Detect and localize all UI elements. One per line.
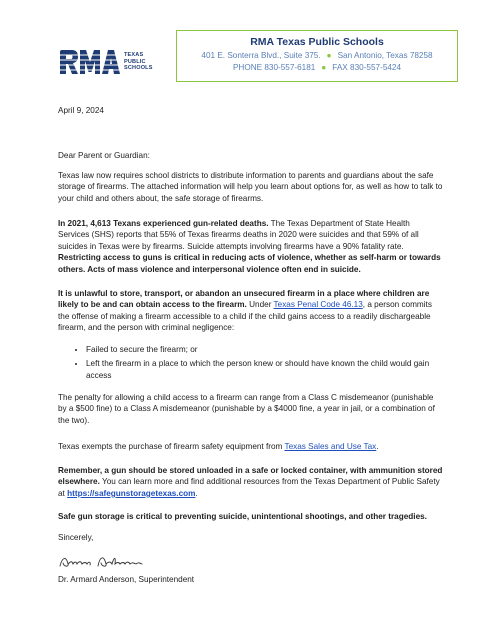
street-address: 401 E. Sonterra Blvd., Suite 375. — [201, 51, 321, 60]
list-item: • Left the firearm in a place to which the person knew or should have known the child would gain access — [86, 358, 442, 381]
closing: Sincerely, — [58, 533, 94, 542]
law-post: , a person commits the offense of making a firearm accessible to a child if the child gains access to a readily dischargeable firearm, and the person with criminal negligence: — [58, 300, 432, 333]
logo-line-2: PUBLIC — [124, 58, 146, 65]
paragraph-law — [58, 288, 443, 334]
logo-line-1: TEXAS — [124, 52, 144, 58]
separator-dot-icon: ● — [326, 51, 332, 60]
paragraph-penalty: The penalty for allowing a child access to a firearm can range from a Class C misdemeanor (punishable by a $500 fine) to a Class A misdemeanor (punishable by a $4000 fine, a year in jail, or a combination of the two). — [58, 393, 435, 425]
district-logo — [58, 48, 158, 78]
sales-tax-link[interactable]: Texas Sales and Use Tax — [284, 442, 377, 451]
phone-number: PHONE 830-557-6181 — [232, 63, 316, 72]
signer-name: Dr. Armard Anderson, Superintendent — [58, 575, 195, 584]
city-address: San Antonio, Texas 78258 — [337, 51, 433, 60]
logo-wordmark — [124, 52, 153, 72]
letterhead-box — [176, 30, 458, 82]
statistics-emphasis: Restricting access to guns is critical in reducing acts of violence, whether as self-harm or towards others. Acts of mass violence and interpersonal violence often end in suicide. — [58, 253, 441, 274]
storage-text: You can learn more and find additional resources from the Texas Department of Public Safety at — [58, 477, 440, 498]
negligence-list — [72, 344, 442, 384]
handwritten-signature — [58, 552, 148, 570]
paragraph-conclusion — [58, 511, 443, 522]
safe-storage-link[interactable] — [67, 488, 198, 498]
conclusion-text: Safe gun storage is critical to preventing suicide, unintentional shootings, and other tragedies. — [58, 512, 427, 521]
list-item: • Failed to secure the firearm; or — [86, 344, 442, 355]
safe-storage-link-text: https://safegunstoragetexas.com — [67, 488, 196, 498]
letter-date: April 9, 2024 — [58, 106, 104, 115]
paragraph-intro: Texas law now requires school districts to distribute information to parents and guardians about the safe storage of firearms. The attached information will help you learn about options for, as well as how to talk to your child and others about, the safe storage of firearms. — [58, 171, 443, 203]
org-name: RMA Texas Public Schools — [250, 36, 384, 48]
contact-line — [177, 63, 457, 72]
tax-post: . — [376, 442, 379, 451]
fax-number: FAX 830-557-5424 — [332, 63, 402, 72]
law-pre: Under — [246, 300, 274, 310]
paragraph-statistics — [58, 218, 443, 275]
separator-dot-icon: ● — [321, 63, 327, 72]
statistics-text: The Texas Department of State Health Services (SHS) reports that 55% of Texas firearms deaths in 2020 were suicides and that 59% of all suicides in Texas were by firearms. Suicide attempts involving firearms have a 90% fatality rate. — [58, 219, 419, 251]
penal-code-link[interactable]: Texas Penal Code 46.13 — [273, 300, 363, 310]
law-lead: It is unlawful to store, transport, or abandon an unsecured firearm in a place where children are likely to be and can obtain access to the firearm. — [58, 289, 430, 310]
paragraph-tax — [58, 441, 443, 452]
address-line — [177, 51, 457, 60]
statistics-lead: In 2021, 4,613 Texans experienced gun-related deaths. — [58, 219, 269, 228]
logo-line-3: SCHOOLS — [124, 65, 153, 72]
tax-pre: Texas exempts the purchase of firearm safety equipment from — [58, 442, 285, 451]
greeting: Dear Parent or Guardian: — [58, 151, 150, 160]
storage-lead: Remember, a gun should be stored unloaded in a safe or locked container, with ammunition stored elsewhere. — [58, 466, 443, 487]
paragraph-storage — [58, 465, 443, 499]
storage-post: . — [195, 488, 198, 498]
rma-logo-mark — [58, 48, 122, 76]
